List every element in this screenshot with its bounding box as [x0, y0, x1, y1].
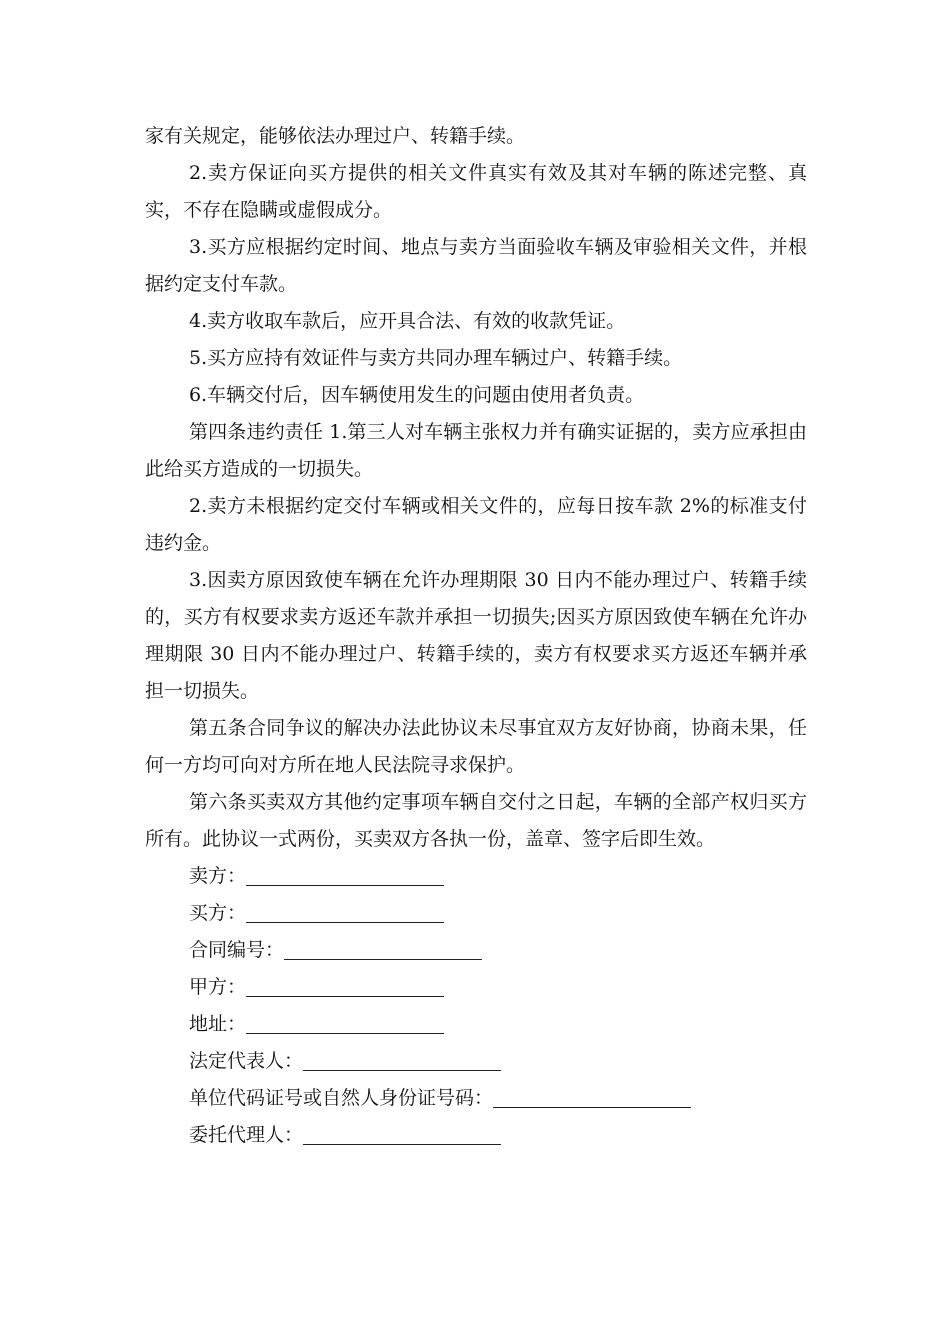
field-label: 法定代表人：: [189, 1050, 304, 1072]
field-seller: [189, 858, 807, 895]
input-blank[interactable]: [303, 1070, 501, 1071]
input-blank[interactable]: [246, 1033, 444, 1034]
clause-4-item-2: 2.卖方未根据约定交付车辆或相关文件的，应每日按车款 2%的标准支付违约金。: [145, 495, 807, 554]
field-id-number: [189, 1080, 807, 1117]
field-label: 委托代理人：: [189, 1124, 304, 1146]
field-legal-representative: [189, 1043, 807, 1080]
input-blank[interactable]: [493, 1107, 691, 1108]
document-page: [145, 118, 807, 1154]
clause-4-item-1: 第四条违约责任 1.第三人对车辆主张权力并有确实证据的，卖方应承担由此给买方造成的一切损失。: [145, 421, 807, 480]
field-authorized-agent: [189, 1117, 807, 1154]
input-blank[interactable]: [284, 959, 482, 960]
paragraph-continuation: 家有关规定，能够依法办理过户、转籍手续。: [145, 125, 526, 147]
field-label: 合同编号：: [189, 939, 285, 961]
field-party-a: [189, 969, 807, 1006]
field-buyer: [189, 895, 807, 932]
clause-3-item-5: 5.买方应持有效证件与卖方共同办理车辆过户、转籍手续。: [189, 347, 683, 369]
clause-3-item-6: 6.车辆交付后，因车辆使用发生的问题由使用者负责。: [189, 384, 645, 406]
field-label: 买方：: [189, 902, 247, 924]
clause-3-item-3: 3.买方应根据约定时间、地点与卖方当面验收车辆及审验相关文件，并根据约定支付车款。: [145, 236, 807, 295]
clause-5: 第五条合同争议的解决办法此协议未尽事宜双方友好协商，协商未果，任何一方均可向对方所在地人民法院寻求保护。: [145, 717, 807, 776]
input-blank[interactable]: [303, 1144, 501, 1145]
field-address: [189, 1006, 807, 1043]
clause-6: 第六条买卖双方其他约定事项车辆自交付之日起，车辆的全部产权归买方所有。此协议一式两份，买卖双方各执一份，盖章、签字后即生效。: [145, 791, 807, 850]
clause-3-item-4: 4.卖方收取车款后，应开具合法、有效的收款凭证。: [189, 310, 626, 332]
field-label: 卖方：: [189, 865, 247, 887]
field-contract-number: [189, 932, 807, 969]
field-label: 甲方：: [189, 976, 247, 998]
signature-blank[interactable]: [246, 885, 444, 886]
clause-4-item-3: 3.因卖方原因致使车辆在允许办理期限 30 日内不能办理过户、转籍手续的，买方有权要求卖方返还车款并承担一切损失;因买方原因致使车辆在允许办理期限 30 日内不能办理过户、转籍手续的，卖方有权要求买方返还车辆并承担一切损失。: [145, 569, 807, 702]
field-label: 单位代码证号或自然人身份证号码：: [189, 1087, 494, 1109]
input-blank[interactable]: [246, 996, 444, 997]
field-label: 地址：: [189, 1013, 247, 1035]
clause-3-item-2: 2.卖方保证向买方提供的相关文件真实有效及其对车辆的陈述完整、真实，不存在隐瞒或虚假成分。: [145, 162, 807, 221]
signature-blank[interactable]: [246, 922, 444, 923]
